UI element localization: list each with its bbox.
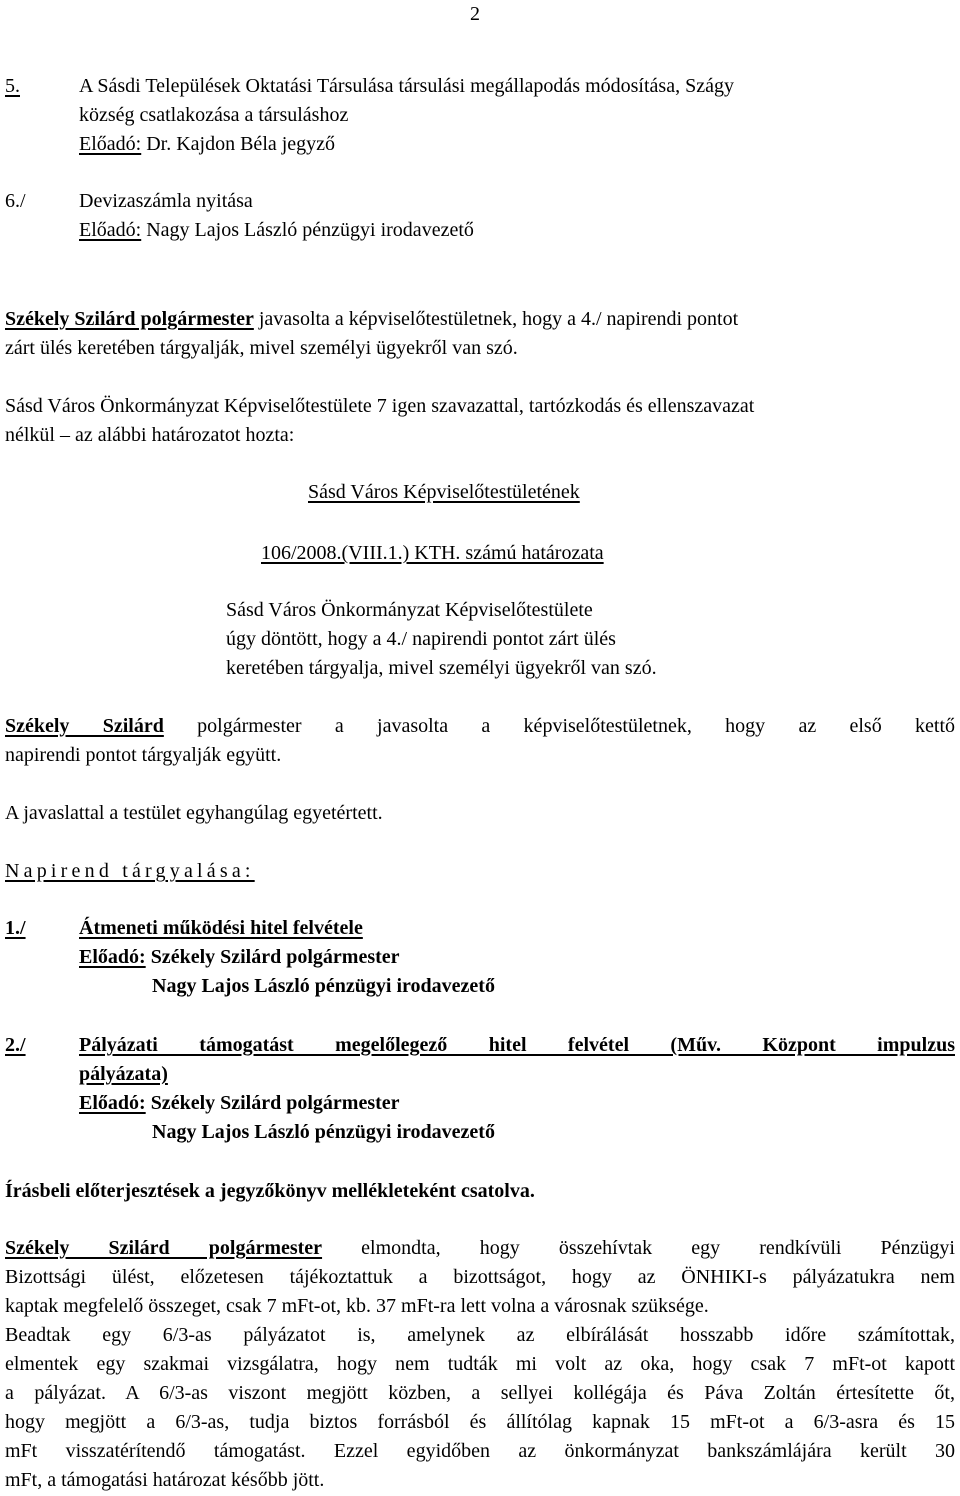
final-para-line: Bizottsági ülést, előzetesen tájékoztattuk a bizottságot, hogy az ÖNHIKI-s pályázatukra nem <box>5 1266 955 1288</box>
agenda-5-presenter <box>79 130 335 159</box>
agenda-5-number: 5. <box>5 75 20 97</box>
consensus-text: A javaslattal a testület egyhangúlag egyetértett. <box>5 802 383 824</box>
resolution-text-line2: úgy döntött, hogy a 4./ napirendi pontot zárt ülés <box>226 628 616 650</box>
agenda-5-title-line1: A Sásdi Települések Oktatási Társulása társulási megállapodás módosítása, Szágy <box>79 75 734 97</box>
item-2-title-line2: pályázata) <box>79 1063 168 1085</box>
final-para-line: Beadtak egy 6/3-as pályázatot is, amelynek az elbírálását hosszabb időre számítottak, <box>5 1324 955 1346</box>
final-para-line: hogy megjött a 6/3-as, tudja biztos forrásból és állítólag kapnak 15 mFt-ot a 6/3-asra és 15 <box>5 1411 955 1433</box>
attachments-note: Írásbeli előterjesztések a jegyzőkönyv mellékleteként csatolva. <box>5 1180 535 1202</box>
vote-line2: nélkül – az alábbi határozatot hozta: <box>5 424 295 446</box>
final-para-line: kaptak megfelelő összeget, csak 7 mFt-ot, kb. 37 mFt-ra lett volna a városnak szüksége. <box>5 1295 709 1317</box>
presenter-name: Dr. Kajdon Béla jegyző <box>141 133 336 155</box>
presenter-label: Előadó: <box>79 946 146 968</box>
agenda-6-number: 6./ <box>5 190 26 212</box>
page-number: 2 <box>470 3 480 25</box>
final-para-line: a pályázat. A 6/3-as viszont megjött közben, a sellyei kollégája és Páva Zoltán értesítette őt, <box>5 1382 955 1404</box>
item-1-presenter2: Nagy Lajos László pénzügyi irodavezető <box>152 975 495 997</box>
resolution-text-line1: Sásd Város Önkormányzat Képviselőtestülete <box>226 599 593 621</box>
agenda-heading: Napirend tárgyalása: <box>5 860 255 882</box>
presenter-label: Előadó: <box>79 133 142 155</box>
vote-line1: Sásd Város Önkormányzat Képviselőtestülete 7 igen szavazattal, tartózkodás és ellenszavazat <box>5 395 755 417</box>
mayor-proposal2-text: polgármester a javasolta a képviselőtestületnek, hogy az első kettő <box>163 715 955 737</box>
mayor-proposal2-line2: napirendi pontot tárgyalják együtt. <box>5 744 282 766</box>
item-2-number: 2./ <box>5 1034 26 1056</box>
resolution-body-name: Sásd Város Képviselőtestületének <box>308 481 580 503</box>
item-2-title-line1: Pályázati támogatást megelőlegező hitel felvétel (Műv. Központ impulzus <box>79 1034 955 1056</box>
presenter-name: Székely Szilárd polgármester <box>145 1092 400 1114</box>
agenda-5-title-line2: község csatlakozása a társuláshoz <box>79 104 349 126</box>
mayor-proposal-line1 <box>5 305 738 334</box>
mayor-name: Székely Szilárd polgármester <box>5 308 254 330</box>
final-para-line: mFt, a támogatási határozat később jött. <box>5 1469 325 1491</box>
mayor-proposal-line2: zárt ülés keretében tárgyalják, mivel személyi ügyekről van szó. <box>5 337 518 359</box>
final-para-text: elmondta, hogy összehívtak egy rendkívüli Pénzügyi <box>322 1237 955 1259</box>
presenter-label: Előadó: <box>79 219 142 241</box>
agenda-6-presenter <box>79 216 474 245</box>
presenter-name: Nagy Lajos László pénzügyi irodavezető <box>141 219 474 241</box>
resolution-text-line3: keretében tárgyalja, mivel személyi ügyekről van szó. <box>226 657 657 679</box>
item-1-number: 1./ <box>5 917 26 939</box>
presenter-label: Előadó: <box>79 1092 146 1114</box>
final-para-line1 <box>5 1234 955 1263</box>
item-2-presenter <box>79 1089 400 1118</box>
item-1-title: Átmeneti működési hitel felvétele <box>79 917 363 939</box>
final-para-line: elmentek egy szakmai vizsgálatra, hogy nem tudták mi volt az oka, hogy csak 7 mFt-ot kapott <box>5 1353 955 1375</box>
mayor-name: Székely Szilárd <box>5 715 164 737</box>
mayor-proposal2-line1 <box>5 712 955 741</box>
item-2-presenter2: Nagy Lajos László pénzügyi irodavezető <box>152 1121 495 1143</box>
item-1-presenter <box>79 943 400 972</box>
resolution-number-title: 106/2008.(VIII.1.) KTH. számú határozata <box>261 542 604 564</box>
presenter-name: Székely Szilárd polgármester <box>145 946 400 968</box>
mayor-name: Székely Szilárd polgármester <box>5 1237 323 1259</box>
mayor-proposal-text: javasolta a képviselőtestületnek, hogy a 4./ napirendi pontot <box>253 308 739 330</box>
final-para-line: mFt visszatérítendő támogatást. Ezzel egyidőben az önkormányzat bankszámlájára került 30 <box>5 1440 955 1462</box>
agenda-6-title: Devizaszámla nyitása <box>79 190 253 212</box>
